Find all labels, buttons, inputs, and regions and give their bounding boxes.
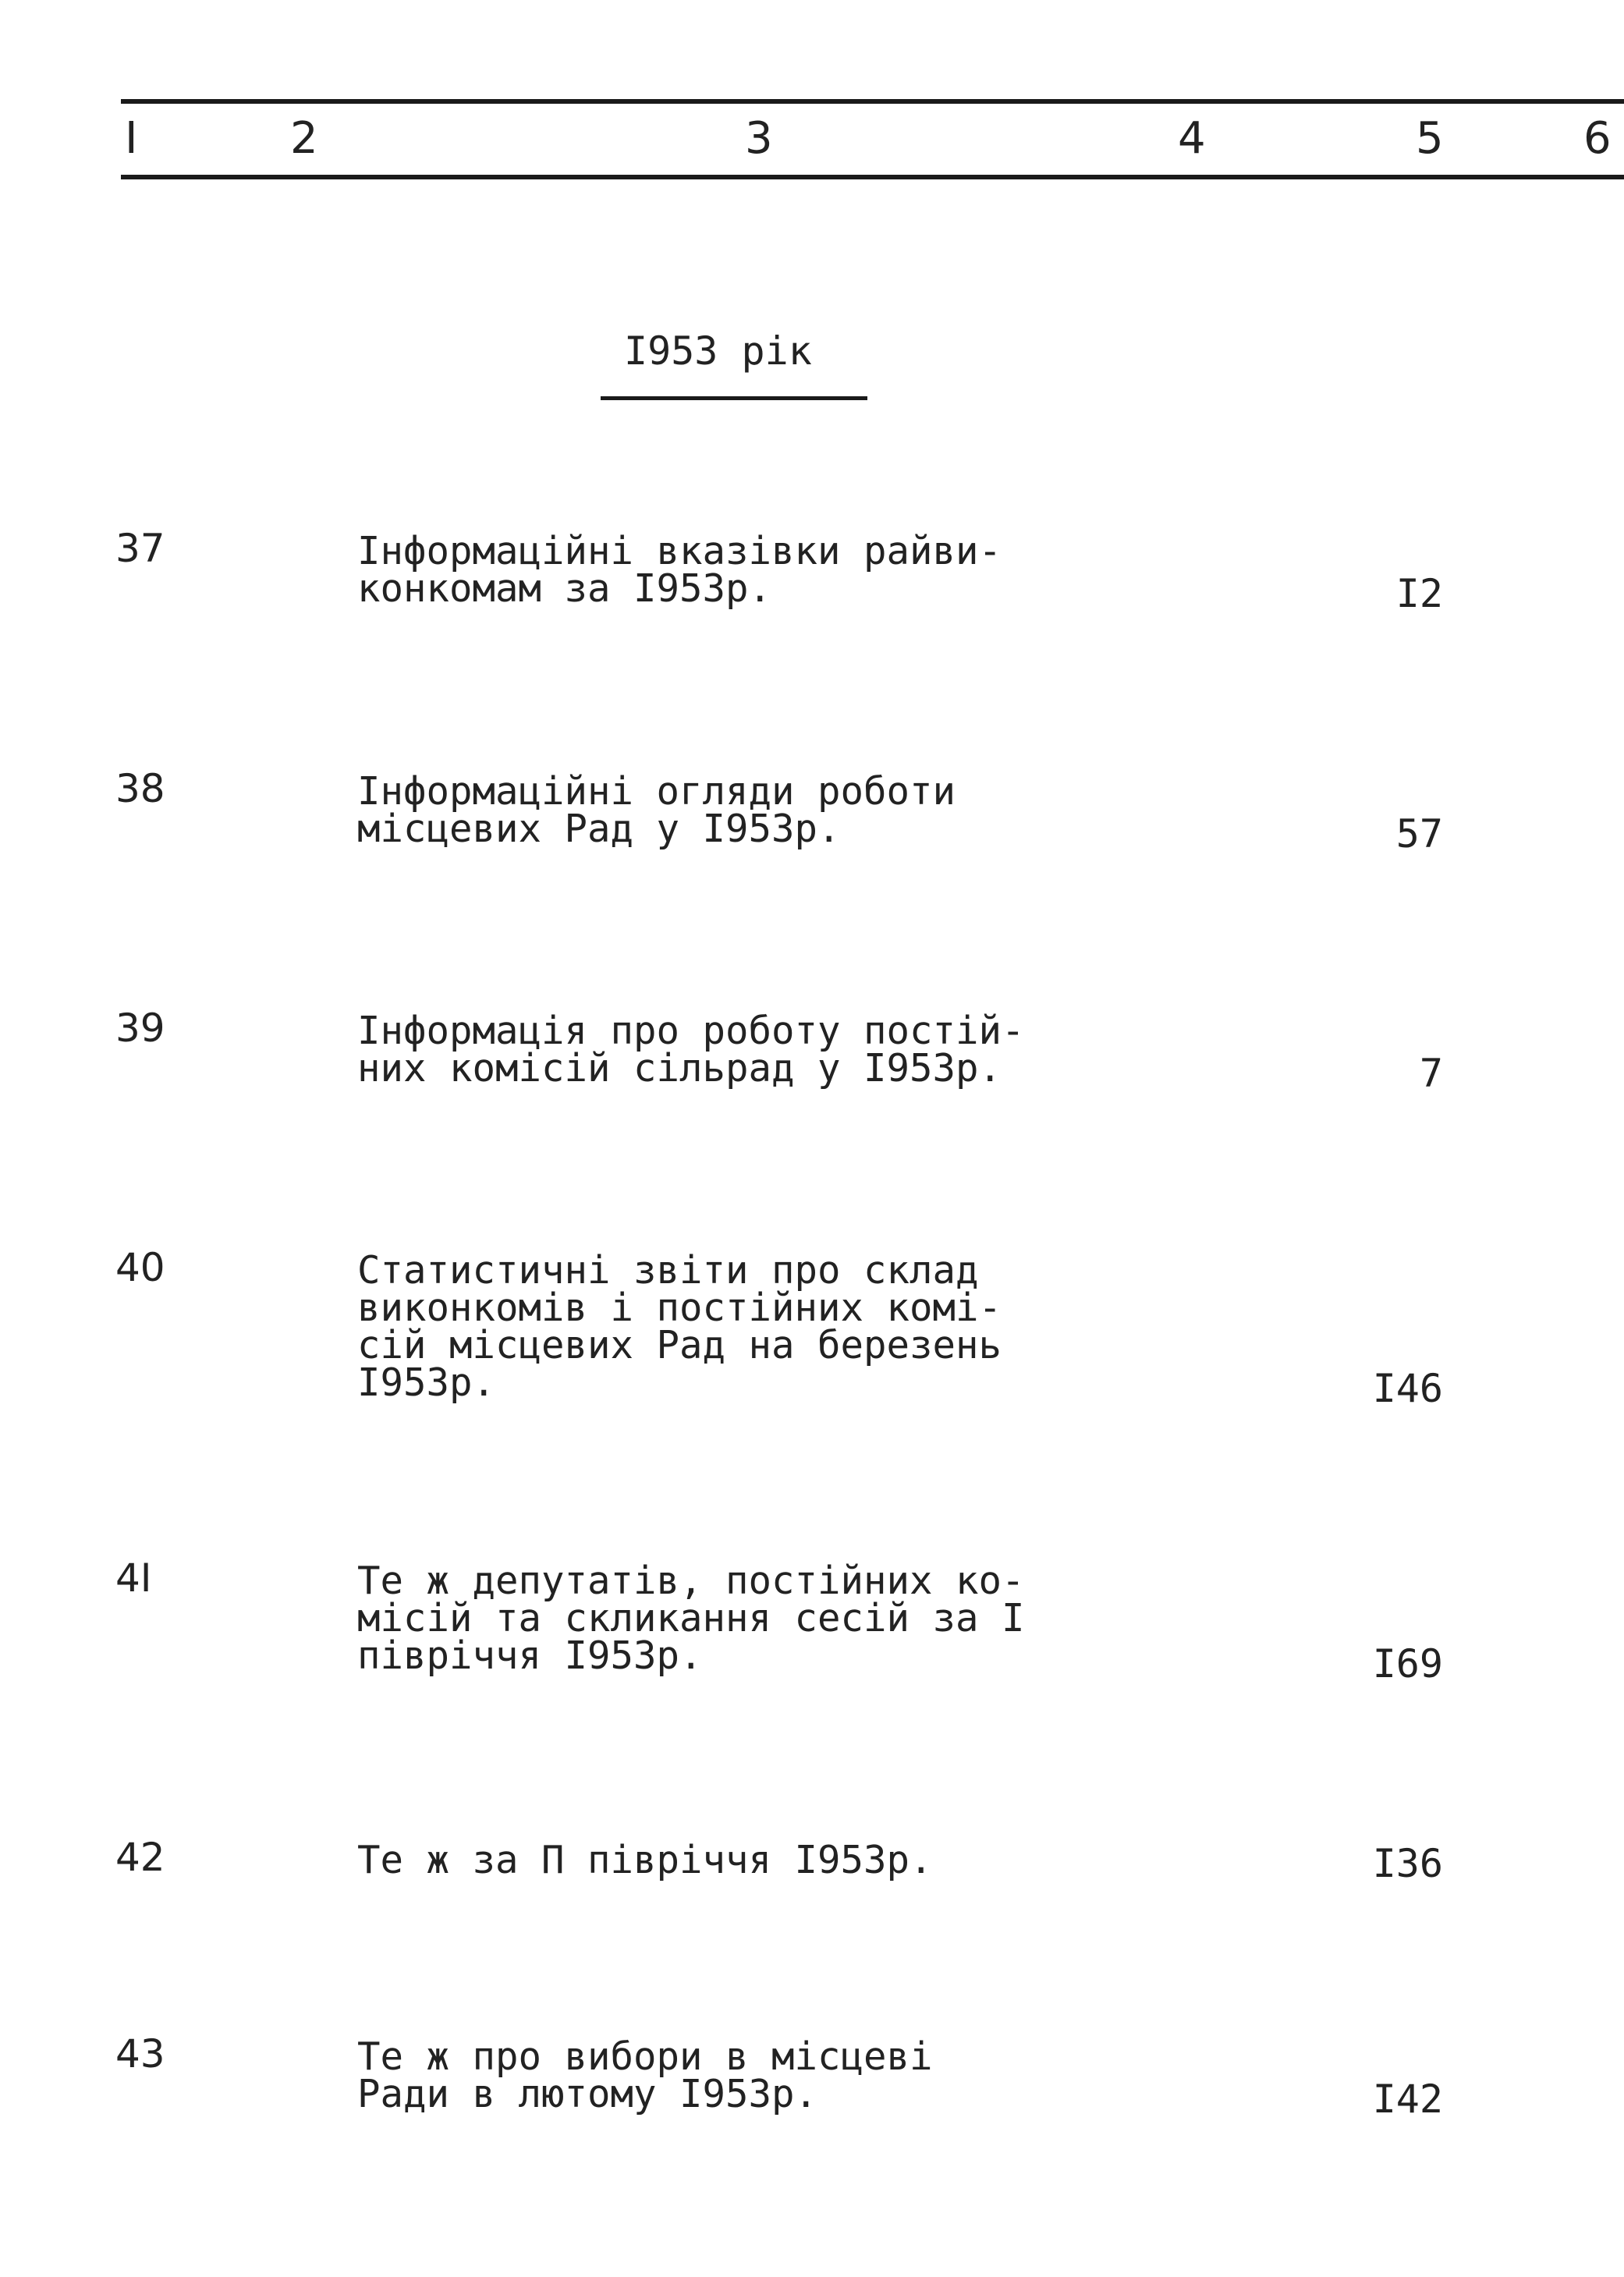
entry-number: 43 — [115, 2031, 165, 2077]
table-header-top-rule — [121, 99, 1624, 104]
year-heading-underline — [601, 396, 867, 400]
entry-pages: I69 — [1372, 1641, 1443, 1686]
entry-title-line: півріччя I953р. — [357, 1633, 703, 1678]
column-header-4: 4 — [1178, 113, 1206, 164]
entry-title-line: них комісій сільрад у I953р. — [357, 1046, 1002, 1091]
entry-title — [357, 1559, 1075, 1678]
entry-number: 37 — [115, 526, 165, 571]
column-header-6: 6 — [1583, 113, 1612, 164]
entry-title-line: Те ж депутатів, постійних ко- — [357, 1559, 1025, 1603]
entry-number: 39 — [115, 1005, 165, 1051]
column-header-3: 3 — [745, 113, 773, 164]
entry-pages: I42 — [1372, 2077, 1443, 2122]
entry-title-line: Те ж про вибори в місцеві — [357, 2034, 933, 2079]
entry-pages: I2 — [1395, 571, 1443, 616]
entry-title-line: Інформація про роботу постій- — [357, 1009, 1025, 1053]
entry-pages: 7 — [1419, 1051, 1443, 1096]
entry-pages: I46 — [1372, 1366, 1443, 1411]
column-header-1: I — [125, 113, 138, 164]
entry-title-line: Статистичні звіти про склад — [357, 1248, 979, 1293]
entry-title-line: Ради в лютому I953р. — [357, 2072, 818, 2116]
entry-title — [357, 2034, 1075, 2116]
table-header-bottom-rule — [121, 175, 1624, 179]
entry-title-line: Те ж за П півріччя I953р. — [357, 1838, 933, 1882]
entry-title-line: I953р. — [357, 1360, 496, 1405]
entry-title-line: Інформаційні вказівки райви- — [357, 529, 1002, 573]
entry-title — [357, 529, 1075, 611]
entry-title-line: сій місцевих Рад на березень — [357, 1323, 1002, 1367]
year-heading: I953 рік — [624, 328, 812, 374]
entry-number: 42 — [115, 1835, 165, 1880]
entry-number: 4I — [115, 1555, 152, 1601]
entry-title — [357, 1248, 1075, 1405]
entry-title-line: місій та скликання сесій за I — [357, 1596, 1025, 1640]
column-header-5: 5 — [1416, 113, 1444, 164]
entry-title — [357, 1009, 1075, 1091]
entry-title — [357, 769, 1075, 851]
entry-pages: 57 — [1395, 811, 1443, 857]
entry-title-line: Інформаційні огляди роботи — [357, 769, 956, 814]
entry-title-line: виконкомів і постійних комі- — [357, 1286, 1002, 1330]
entry-pages: I36 — [1372, 1841, 1443, 1886]
entry-title-line: місцевих Рад у I953р. — [357, 807, 841, 851]
column-header-2: 2 — [290, 113, 318, 164]
entry-title-line: конкомам за I953р. — [357, 566, 772, 611]
entry-number: 40 — [115, 1245, 165, 1290]
entry-title — [357, 1838, 1075, 1882]
entry-number: 38 — [115, 766, 165, 811]
